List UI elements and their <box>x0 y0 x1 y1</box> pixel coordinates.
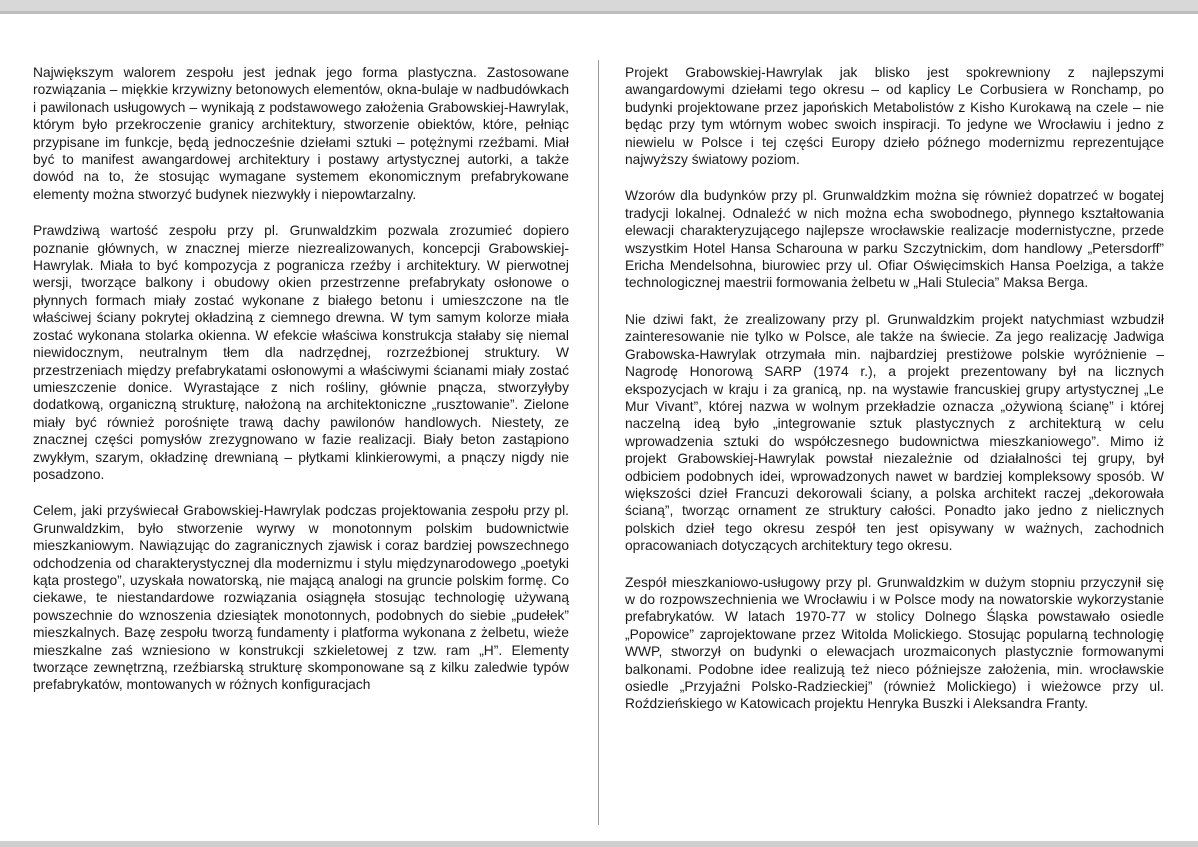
paragraph: Zespół mieszkaniowo-usługowy przy pl. Grunwaldzkim w dużym stopniu przyczynił się w do rozpowszechnienia we Wrocławiu i w Polsce mody na nowatorskie wykorzystanie prefabrykatów. W latach 1970-77 w stolicy Dolnego Śląska powstawało osiedle „Popowice” zaprojektowane przez Witolda Molickiego. Stosując popularną technologię WWP, stworzył on budynki o elewacjach urozmaiconych plastycznie formowanymi balkonami. Podobne idee realizują też nieco późniejsze założenia, min. wrocławskie osiedle „Przyjaźni Polsko-Radzieckiej” (również Molickiego) i wieżowce przy ul. Roździeńskiego w Katowicach projektu Henryka Buszki i Aleksandra Franty. <box>625 574 1164 712</box>
right-page-column <box>625 64 1164 732</box>
left-page-column <box>33 64 569 713</box>
paragraph: Nie dziwi fakt, że zrealizowany przy pl. Grunwaldzkim projekt natychmiast wzbudził zainteresowanie nie tylko w Polsce, ale także na świecie. Za jego realizację Jadwiga Grabowska-Hawrylak otrzymała min. najbardziej prestiżowe polskie wyróżnienie – Nagrodę Honorową SARP (1974 r.), a projekt prezentowany był na licznych ekspozycjach w kraju i za granicą, np. na wystawie francuskiej grupy artystycznej „Le Mur Vivant”, której nazwa w wolnym przekładzie oznacza „ożywioną ścianę” i której naczelną ideą było „integrowanie sztuk plastycznych z architekturą w celu wprowadzenia sztuki do współczesnego budownictwa mieszkaniowego”. Mimo iż projekt Grabowskiej-Hawrylak powstał niezależnie od działalności tej grupy, był odbiciem podobnych idei, wprowadzonych nawet w bardziej kompleksowy sposób. W większości dzieł Francuzi dekorowali ściany, a polska architekt raczej „dekorowała ścianą”, tworząc ornament ze struktury całości. Ponadto jako jedno z nielicznych polskich dzieł tego okresu zespół ten jest opisywany w ważnych, zachodnich opracowaniach dotyczących architektury tego okresu. <box>625 311 1164 554</box>
scan-edge-top <box>0 0 1198 14</box>
paragraph: Celem, jaki przyświecał Grabowskiej-Hawrylak podczas projektowania zespołu przy pl. Grunwaldzkim, było stworzenie wyrwy w monotonnym polskim budownictwie mieszkaniowym. Nawiązując do zagranicznych zjawisk i coraz bardziej powszechnego odchodzenia od charakterystycznej dla modernizmu i stylu międzynarodowego „poetyki kąta prostego”, uzyskała nowatorską, nie mającą analogi na gruncie polskim formę. Co ciekawe, te niestandardowe rozwiązania osiągnęła stosując technologię używaną powszechnie do wznoszenia dziesiątek monotonnych, podobnych do siebie „pudełek” mieszkalnych. Bazę zespołu tworzą fundamenty i platforma wykonana z żelbetu, wieże mieszkalne zaś wzniesiono w konstrukcji szkieletowej z tzw. ram „H”. Elementy tworzące zewnętrzną, rzeźbiarską strukturę skomponowane są z kilku zaledwie typów prefabrykatów, montowanych w różnych konfiguracjach <box>33 503 569 693</box>
scan-edge-bottom <box>0 841 1198 847</box>
paragraph: Projekt Grabowskiej-Hawrylak jak blisko jest spokrewniony z najlepszymi awangardowymi dziełami tego okresu – od kaplicy Le Corbusiera w Ronchamp, po budynki projektowane przez japońskich Metabolistów z Kisho Kurokawą na czele – nie będąc przy tym wtórnym wobec swoich inspiracji. To jedyne we Wrocławiu i jedno z niewielu w Polsce i tej części Europy dzieło późnego modernizmu reprezentujące najwyższy światowy poziom. <box>625 65 1164 168</box>
paragraph: Wzorów dla budynków przy pl. Grunwaldzkim można się również dopatrzeć w bogatej tradycji lokalnej. Odnaleźć w nich można echa swobodnego, płynnego kształtowania elewacji charakteryzującego najlepsze wrocławskie realizacje modernistyczne, przede wszystkim Hotel Hansa Scharouna w parku Szczytnickim, dom handlowy „Petersdorff” Ericha Mendelsohna, biurowiec przy ul. Ofiar Oświęcimskich Hansa Poelziga, a także technologicznej maestrii formowania żelbetu w „Hali Stulecia” Maksa Berga. <box>625 188 1164 291</box>
page-gutter-divider <box>598 60 599 825</box>
paragraph: Największym walorem zespołu jest jednak jego forma plastyczna. Zastosowane rozwiązania – miękkie krzywizny betonowych elementów, okna-bulaje w nadbudówkach i pawilonach usługowych – wynikają z podstawowego założenia Grabowskiej-Hawrylak, którym było przekroczenie granicy architektury, stworzenie obiektów, które, pełniąc przypisane im funkcje, będą jednocześnie dziełami sztuki – potężnymi rzeźbami. Miał być to manifest awangardowej architektury i postawy artystycznej autorki, a także dowód na to, że stosując wymagane systemem ekonomicznym prefabrykowane elementy można stworzyć budynek niezwykły i niepowtarzalny. <box>33 65 569 202</box>
paragraph: Prawdziwą wartość zespołu przy pl. Grunwaldzkim pozwala zrozumieć dopiero poznanie głównych, w znacznej mierze niezrealizowanych, koncepcji Grabowskiej-Hawrylak. Miała to być kompozycja z pogranicza rzeźby i architektury. W pierwotnej wersji, tworzące balkony i obudowy okien przestrzenne prefabrykaty osłonowe o płynnych formach miały zostać wykonane z białego betonu i umieszczone na tle właściwej ściany pokrytej okładziną z ciemnego drewna. W tym samym kolorze miała zostać wykonana stolarka okienna. W efekcie właściwa konstrukcja stałaby się niemal niewidocznym, neutralnym tłem dla nadrzędnej, rozrzeźbionej struktury. W przestrzeniach między prefabrykatami osłonowymi a właściwymi ścianami miały zostać umieszczenie donice. Wyrastające z nich rośliny, głównie pnącza, stworzyłyby dodatkową, organiczną strukturę, nałożoną na architektoniczne „rusztowanie”. Zielone miały być również porośnięte trawą dachy pawilonów handlowych. Niestety, ze znacznej części pomysłów zrezygnowano w fazie realizacji. Biały beton zastąpiono zwykłym, szarym, okładzinę drewnianą – płytkami klinkierowymi, a pnączy nigdy nie posadzono. <box>33 223 569 482</box>
